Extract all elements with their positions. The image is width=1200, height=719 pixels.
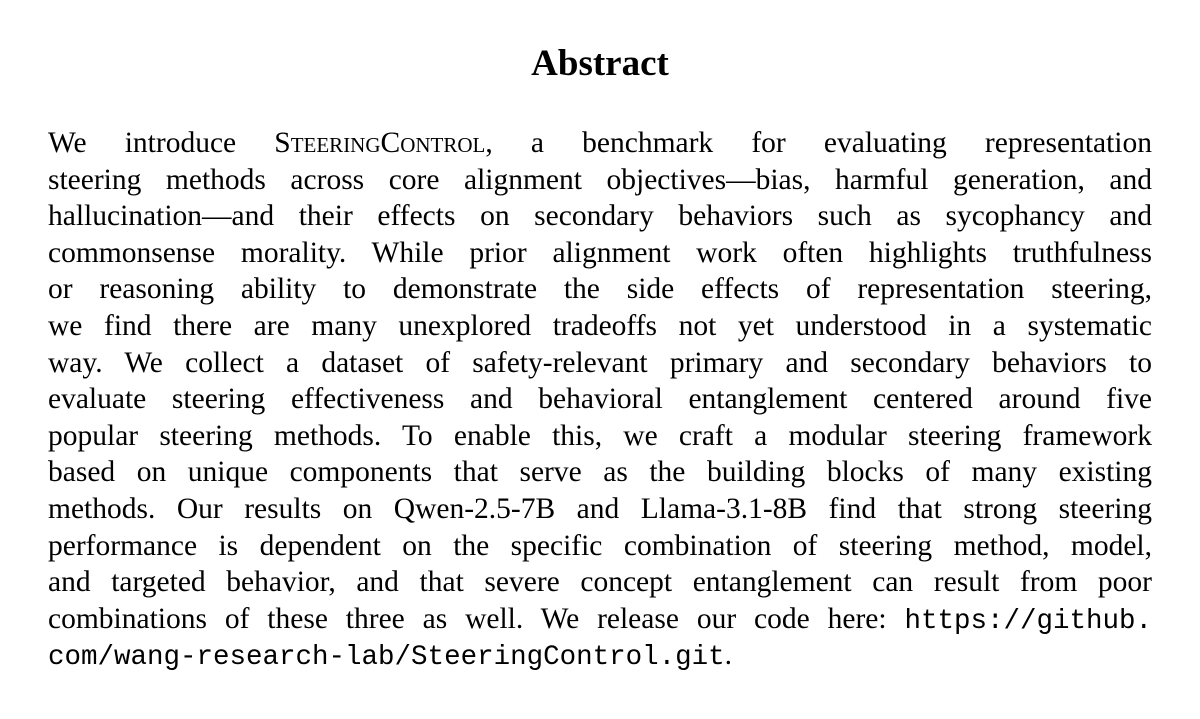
abstract-line-2: steering methods across core alignment objectives—bias, harmful generation, and [48, 163, 1152, 196]
abstract-line-1 [48, 125, 1152, 162]
abstract-line-15 [48, 637, 1152, 674]
abstract-body [48, 125, 1152, 674]
line-text: , a benchmark for evaluating representation [485, 127, 1153, 159]
abstract-line-3: hallucination—and their effects on secondary behaviors such as sycophancy and [48, 200, 1152, 233]
abstract-line-12: performance is dependent on the specific combination of steering method, model, [48, 529, 1152, 562]
abstract-line-6: we find there are many unexplored tradeoffs not yet understood in a systematic [48, 309, 1152, 342]
abstract-line-10: based on unique components that serve as the building blocks of many existing [48, 456, 1152, 489]
line-text: We introduce [48, 127, 275, 159]
abstract-line-8: evaluate steering effectiveness and behavioral entanglement centered around five [48, 383, 1152, 416]
abstract-line-9: popular steering methods. To enable this, we craft a modular steering framework [48, 419, 1152, 452]
abstract-line-11: methods. Our results on Qwen-2.5-7B and Llama-3.1-8B find that strong steering [48, 492, 1152, 525]
abstract-line-5: or reasoning ability to demonstrate the side effects of representation steering, [48, 273, 1152, 306]
benchmark-name: SteeringControl [274, 127, 486, 159]
line-text: combinations of these three as well. We release our code here: [48, 602, 905, 635]
abstract-line-13: and targeted behavior, and that severe concept entanglement can result from poor [48, 566, 1152, 599]
abstract-line-14 [48, 601, 1152, 638]
code-url-part-2[interactable]: com/wang-research-lab/SteeringControl.git [48, 642, 725, 674]
abstract-line-4: commonsense morality. While prior alignment work often highlights truthfulness [48, 236, 1152, 269]
code-url-part-1[interactable]: https://github. [904, 605, 1152, 637]
line-text: . [724, 639, 732, 672]
abstract-line-7: way. We collect a dataset of safety-relevant primary and secondary behaviors to [48, 346, 1152, 379]
abstract-heading: Abstract [531, 43, 669, 84]
